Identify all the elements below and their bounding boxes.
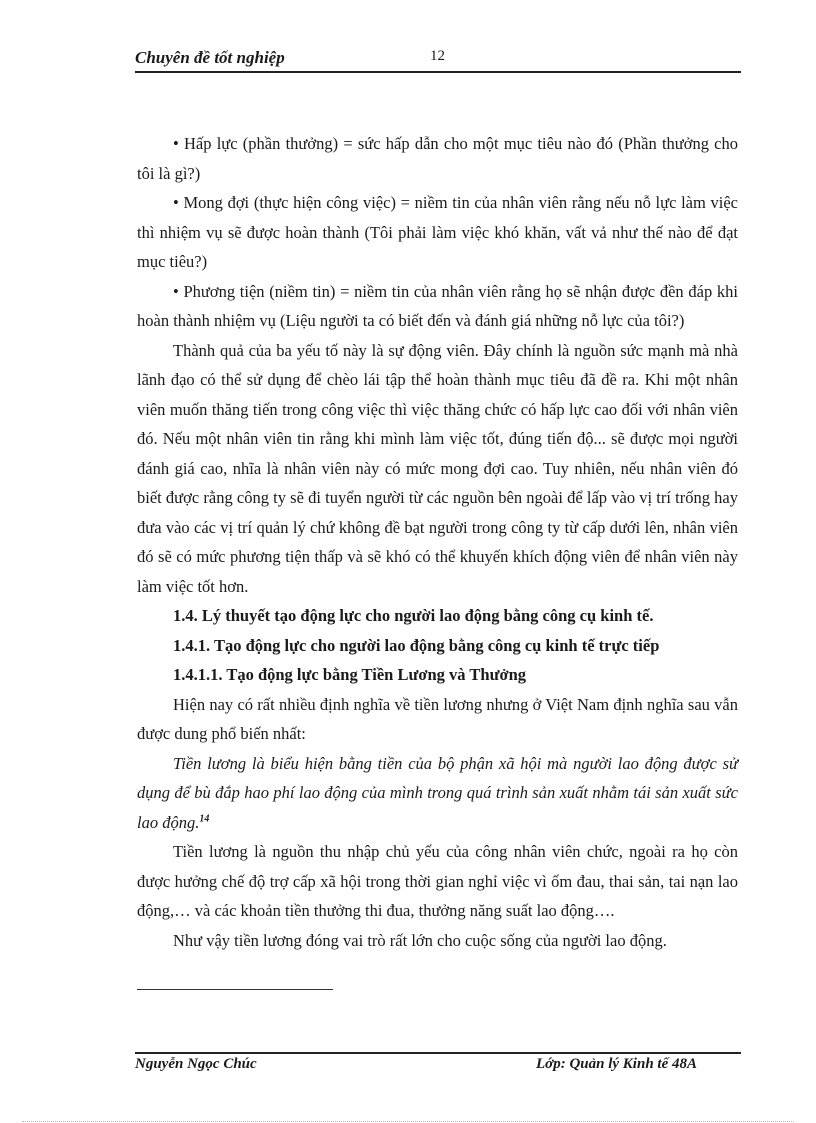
body-paragraph: Tiền lương là nguồn thu nhập chủ yếu của công nhân viên chức, ngoài ra họ còn được hưởng chế độ trợ cấp xã hội trong thời gian nghỉ việc vì ốm đau, thai sản, tai nạn lao động,… và các khoản tiền thưởng thi đua, thưởng năng suất lao động…. — [137, 842, 738, 920]
subsubsection-heading: 1.4.1.1. Tạo động lực bằng Tiền Lương và Thưởng — [173, 665, 527, 684]
subsection-heading: 1.4.1. Tạo động lực cho người lao động bằng công cụ kinh tế trực tiếp — [173, 635, 660, 655]
footnote-reference[interactable]: 14 — [199, 813, 210, 824]
body-paragraph: Hiện nay có rất nhiều định nghĩa về tiền lương nhưng ở Việt Nam định nghĩa sau vẫn được dung phổ biến nhất: — [137, 694, 738, 743]
footer-author: Nguyễn Ngọc Chúc — [135, 1056, 257, 1072]
footer-class: Lớp: Quản lý Kinh tế 48A — [536, 1056, 697, 1072]
body-paragraph: Thành quả của ba yếu tố này là sự động viên. Đây chính là nguồn sức mạnh mà nhà lãnh đạo có thể sử dụng để chèo lái tập thể hoàn thành mục tiêu đã đề ra. Khi một nhân viên muốn thăng tiến trong công việc thì việc thăng chức có hấp lực cao đối với nhân viên đó. Nếu một nhân viên tin rằng khi mình làm việc tốt, đúng tiến độ... sẽ được mọi người đánh giá cao, nhĩa là nhân viên này có mức mong đợi cao. Tuy nhiên, nếu nhân viên đó biết được rằng công ty sẽ đi tuyển người từ các nguồn bên ngoài để lấp vào vị trí trống hay đưa vào các vị trí quản lý chứ không đề bạt người trong công ty từ cấp dưới lên, nhân viên đó sẽ có mức phương tiện thấp và sẽ khó có thể khuyến khích động viên để nhân viên này làm việc tốt hơn. — [137, 340, 738, 596]
page-header — [135, 48, 741, 72]
document-title: Chuyên đề tốt nghiệp — [135, 48, 285, 67]
body-paragraph: Như vậy tiền lương đóng vai trò rất lớn cho cuộc sống của người lao động. — [173, 930, 667, 950]
definition-quote — [137, 749, 738, 838]
section-heading: 1.4. Lý thuyết tạo động lực cho người lao động bằng công cụ kinh tế. — [173, 606, 654, 625]
bullet-paragraph-instrumentality: • Phương tiện (niềm tin) = niềm tin của nhân viên rằng họ sẽ nhận được đền đáp khi hoàn thành nhiệm vụ (Liệu người ta có biết đến và đánh giá những nỗ lực của tôi?) — [137, 281, 738, 330]
definition-text: Tiền lương là biểu hiện bằng tiền của bộ phận xã hội mà người lao động được sử dụng để bù đắp hao phí lao động của mình trong quá trình sản xuất nhằm tái sản xuất sức lao động. — [137, 753, 738, 832]
header-divider — [135, 71, 741, 73]
page-boundary — [22, 1121, 794, 1122]
footer-divider — [135, 1052, 741, 1054]
page-number: 12 — [430, 48, 445, 64]
footnote-separator — [137, 989, 333, 990]
bullet-paragraph-attraction: • Hấp lực (phần thưởng) = sức hấp dẫn cho một mục tiêu nào đó (Phần thưởng cho tôi là gì?) — [137, 134, 738, 183]
document-body — [137, 129, 738, 955]
bullet-paragraph-expectancy: • Mong đợi (thực hiện công việc) = niềm tin của nhân viên rằng nếu nỗ lực làm việc thì nhiệm vụ sẽ được hoàn thành (Tôi phải làm việc khó khăn, vất vả như thế nào để đạt mục tiêu?) — [137, 193, 738, 271]
